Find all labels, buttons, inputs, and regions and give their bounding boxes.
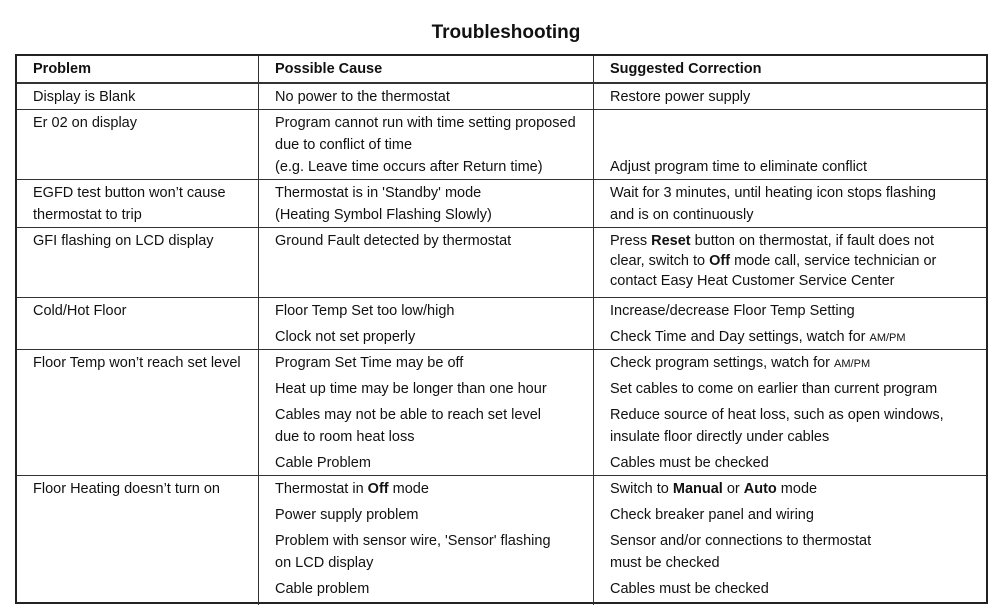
cause-text: Heat up time may be longer than one hour	[275, 381, 547, 397]
correction-text: Increase/decrease Floor Temp Setting	[610, 303, 855, 319]
am-pm-label: AM/PM	[869, 332, 906, 344]
table-row	[17, 109, 986, 180]
correction-text: Check program settings, watch for AM/PM	[610, 355, 871, 371]
reset-label: Reset	[651, 233, 691, 249]
problem-text: EGFD test button won’t cause	[33, 185, 226, 201]
am-pm-label: AM/PM	[834, 358, 871, 370]
correction-text: Cables must be checked	[610, 581, 769, 597]
correction-text: Switch to Manual or Auto mode	[610, 481, 818, 497]
cause-text: Cable problem	[275, 581, 370, 597]
correction-text: Press Reset button on thermostat, if fault does not	[610, 233, 935, 249]
cause-text: Power supply problem	[275, 507, 419, 523]
correction-text: insulate floor directly under cables	[610, 429, 830, 445]
cause-text: (Heating Symbol Flashing Slowly)	[275, 207, 492, 223]
correction-text: and is on continuously	[610, 207, 754, 223]
page-title: Troubleshooting	[431, 22, 581, 43]
cause-text: Program Set Time may be off	[275, 355, 464, 371]
correction-text: Sensor and/or connections to thermostat	[610, 533, 872, 549]
cause-text: Thermostat in Off mode	[275, 481, 429, 497]
off-label: Off	[709, 253, 731, 269]
cause-text: Program cannot run with time setting proposed	[275, 115, 576, 131]
cause-text: due to conflict of time	[275, 137, 413, 153]
cause-text: Clock not set properly	[275, 329, 416, 345]
correction-text: Check Time and Day settings, watch for AM/PM	[610, 329, 906, 345]
cause-text: (e.g. Leave time occurs after Return time)	[275, 159, 543, 175]
table-row	[17, 179, 986, 228]
cause-text: Floor Temp Set too low/high	[275, 303, 455, 319]
header-possible-cause: Possible Cause	[275, 61, 383, 77]
problem-text: thermostat to trip	[33, 207, 142, 223]
table-row	[17, 83, 986, 110]
problem-text: Display is Blank	[33, 89, 136, 105]
correction-text: contact Easy Heat Customer Service Center	[610, 273, 895, 289]
correction-text: Reduce source of heat loss, such as open windows,	[610, 407, 944, 423]
cause-text: on LCD display	[275, 555, 374, 571]
cause-text: Thermostat is in 'Standby' mode	[275, 185, 482, 201]
cause-text: Ground Fault detected by thermostat	[275, 233, 512, 249]
cause-text: due to room heat loss	[275, 429, 415, 445]
table-row	[17, 475, 986, 605]
manual-label: Manual	[672, 481, 723, 497]
correction-text: Cables must be checked	[610, 455, 769, 471]
cause-text: Cables may not be able to reach set level	[275, 407, 541, 423]
correction-text: Adjust program time to eliminate conflict	[610, 159, 868, 175]
header-problem: Problem	[33, 61, 92, 77]
table-row	[17, 227, 986, 298]
correction-text: clear, switch to Off mode call, service technician or	[610, 253, 937, 269]
table-row	[17, 297, 986, 350]
correction-text: Set cables to come on earlier than current program	[610, 381, 938, 397]
cause-text: Cable Problem	[275, 455, 371, 471]
problem-text: Cold/Hot Floor	[33, 303, 127, 319]
table-header-row	[17, 56, 986, 83]
problem-text: Floor Temp won’t reach set level	[33, 355, 241, 371]
correction-text: Restore power supply	[610, 89, 751, 105]
problem-text: GFI flashing on LCD display	[33, 233, 214, 249]
auto-label: Auto	[743, 481, 777, 497]
problem-text: Er 02 on display	[33, 115, 137, 131]
cause-text: Problem with sensor wire, 'Sensor' flashing	[275, 533, 551, 549]
correction-text: Check breaker panel and wiring	[610, 507, 814, 523]
correction-text: must be checked	[610, 555, 720, 571]
cause-text: No power to the thermostat	[275, 89, 450, 105]
table-row	[17, 349, 986, 476]
header-suggested-correction: Suggested Correction	[610, 61, 762, 77]
off-label: Off	[367, 481, 389, 497]
correction-text: Wait for 3 minutes, until heating icon stops flashing	[610, 185, 936, 201]
problem-text: Floor Heating doesn’t turn on	[33, 481, 220, 497]
troubleshooting-table	[15, 54, 988, 604]
